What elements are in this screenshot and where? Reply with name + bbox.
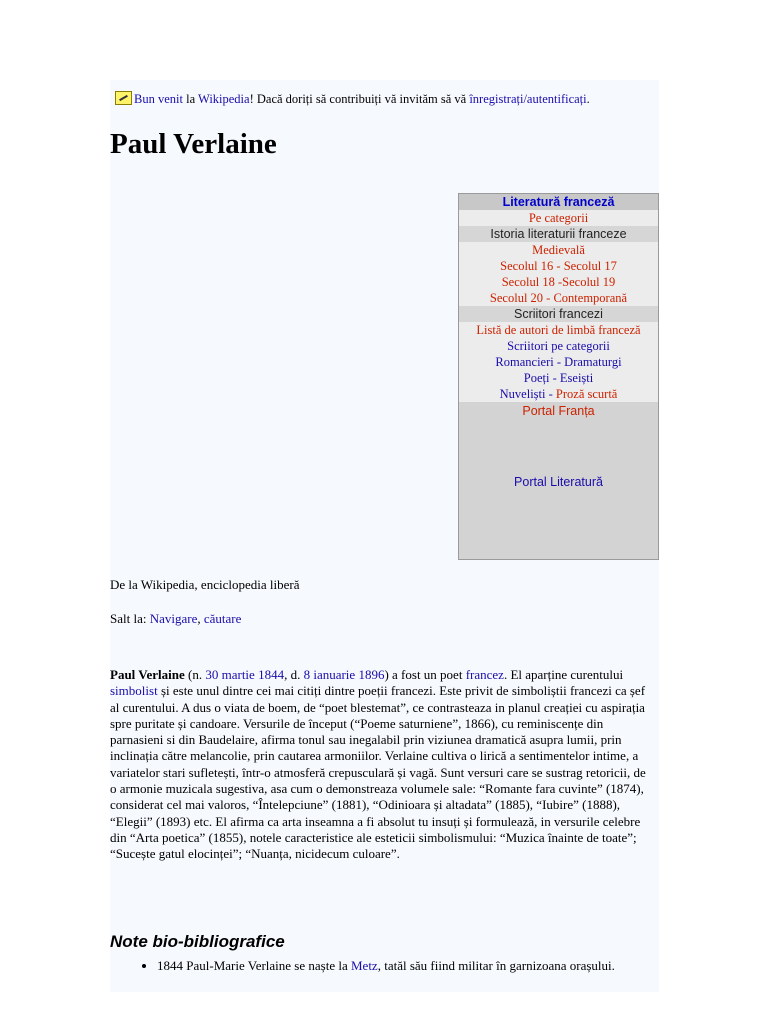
navbox-novelists-link[interactable]: Romancieri: [495, 355, 554, 369]
navbox-c16-link[interactable]: Secolul 16: [500, 259, 554, 273]
navbox-separator: -: [554, 275, 563, 289]
navbox-list-authors-link[interactable]: Listă de autori de limbă franceză: [476, 323, 641, 337]
notice-text: .: [586, 92, 590, 106]
welcome-link[interactable]: Bun venit: [134, 92, 183, 106]
notice-text: la: [182, 92, 199, 106]
navbox-portal-literature-link[interactable]: Portal Literatură: [514, 475, 603, 489]
list-item-text: , tatăl său fiind militar în garnizoana orașului.: [377, 958, 615, 973]
section-heading: Note bio-bibliografice: [110, 932, 285, 951]
page-title: Paul Verlaine: [110, 128, 277, 160]
intro-paragraph: [110, 667, 655, 863]
paragraph-text: (n.: [184, 667, 206, 682]
navbox-c18-link[interactable]: Secolul 18: [501, 275, 555, 289]
metz-link[interactable]: Metz: [350, 958, 378, 973]
jump-links: [110, 611, 655, 628]
pencil-icon: [115, 91, 132, 105]
symbolist-link[interactable]: simbolist: [110, 683, 158, 699]
navbox-separator: -: [553, 355, 565, 369]
french-literature-navbox: [458, 193, 659, 560]
login-link[interactable]: înregistrați/autentificați: [469, 92, 587, 106]
subject-name: Paul Verlaine: [110, 667, 185, 682]
navigation-link[interactable]: Navigare: [149, 611, 198, 626]
list-item-text: 1844 Paul-Marie Verlaine se naște la: [157, 958, 351, 973]
navbox-writers-by-category-link[interactable]: Scriitori pe categorii: [507, 339, 610, 353]
notice-text: ! Dacă doriți să contribuiți vă invităm să vă: [249, 92, 470, 106]
birth-date-link[interactable]: 30 martie 1844: [205, 667, 285, 682]
navbox-poets-link[interactable]: Poeți: [523, 371, 550, 385]
navbox-dramatists-link[interactable]: Dramaturgi: [564, 355, 622, 369]
welcome-notice: [115, 91, 590, 107]
navbox-separator: -: [543, 291, 554, 305]
navbox-c20-link[interactable]: Secolul 20: [489, 291, 544, 305]
navbox-writers-heading: Scriitori francezi: [459, 306, 658, 322]
jump-prefix: Salt la:: [110, 611, 150, 626]
paragraph-text: și este unul dintre cei mai citiți dintre poeții francezi. Este privit de simboliștii francezi ca șef al curentului. A dus o viata de boem, de “poet blestemat”, ce contrasteaza in planul creației cu aspirația spre puritate și candoare. Versurile de început (“Poeme saturniene”, 1866), cu reminiscențe din parnasieni si din Baudelaire, afirma tonul sau inegalabil prin viziunea dramatică asupra lumii, prin inclinația către melancolie, prin cautarea armoniilor. Verlaine cultiva o lirică a sentimentelor intime, a variatelor stari sufletești, într-o atmosferă crepusculară și vagă. Sunt versuri care se sustrag retoricii, de o armonie muzicala sugestiva, asa cum o demonstreaza volumele sale: “Romante fara cuvinte” (1874), considerat cel mai valoros, “Întelepciune” (1881), “Odinioara și altadata” (1885), “Iubire” (1888), “Elegii” (1893) etc. El afirma ca arta inseamna a fi absolut tu insuți și formulează, in versurile celebre din “Arta poetica” (1855), notele caracteristice ale esteticii simbolismului: “Muzica înainte de toate”; “Sucește gatul elocinței”; “Nuanța, nicidecum culoare”.: [110, 683, 646, 862]
wikipedia-link[interactable]: Wikipedia: [198, 92, 250, 106]
navbox-history-heading: Istoria literaturii franceze: [459, 226, 658, 242]
paragraph-text: , d.: [284, 667, 304, 682]
french-link[interactable]: francez: [465, 667, 504, 682]
list-item: [157, 958, 677, 975]
navbox-c19-link[interactable]: Secolul 19: [562, 275, 616, 289]
death-date-link[interactable]: 8 ianuarie 1896: [303, 667, 385, 682]
navbox-short-story-link[interactable]: Nuveliști: [499, 387, 546, 401]
navbox-short-prose-link[interactable]: Proză scurtă: [555, 387, 618, 401]
search-link[interactable]: căutare: [203, 611, 242, 626]
navbox-by-category-link[interactable]: Pe categorii: [528, 211, 589, 225]
navbox-separator: -: [545, 387, 556, 401]
article-page: [110, 80, 659, 992]
navbox-medieval-link[interactable]: Medievală: [532, 243, 585, 257]
navbox-header-link[interactable]: Literatură franceză: [502, 195, 615, 209]
navbox-essayists-link[interactable]: Eseiști: [559, 371, 594, 385]
jump-separator: ,: [197, 611, 204, 626]
bio-list: [134, 958, 677, 975]
site-tagline: De la Wikipedia, enciclopedia liberă: [110, 577, 300, 592]
paragraph-text: . El aparține curentului: [503, 667, 624, 682]
paragraph-text: ) a fost un poet: [384, 667, 466, 682]
navbox-portal-france-link[interactable]: Portal Franța: [522, 404, 595, 418]
navbox-separator: -: [549, 371, 560, 385]
navbox-contemporary-link[interactable]: Contemporană: [553, 291, 628, 305]
navbox-c17-link[interactable]: Secolul 17: [563, 259, 617, 273]
navbox-separator: -: [553, 259, 564, 273]
